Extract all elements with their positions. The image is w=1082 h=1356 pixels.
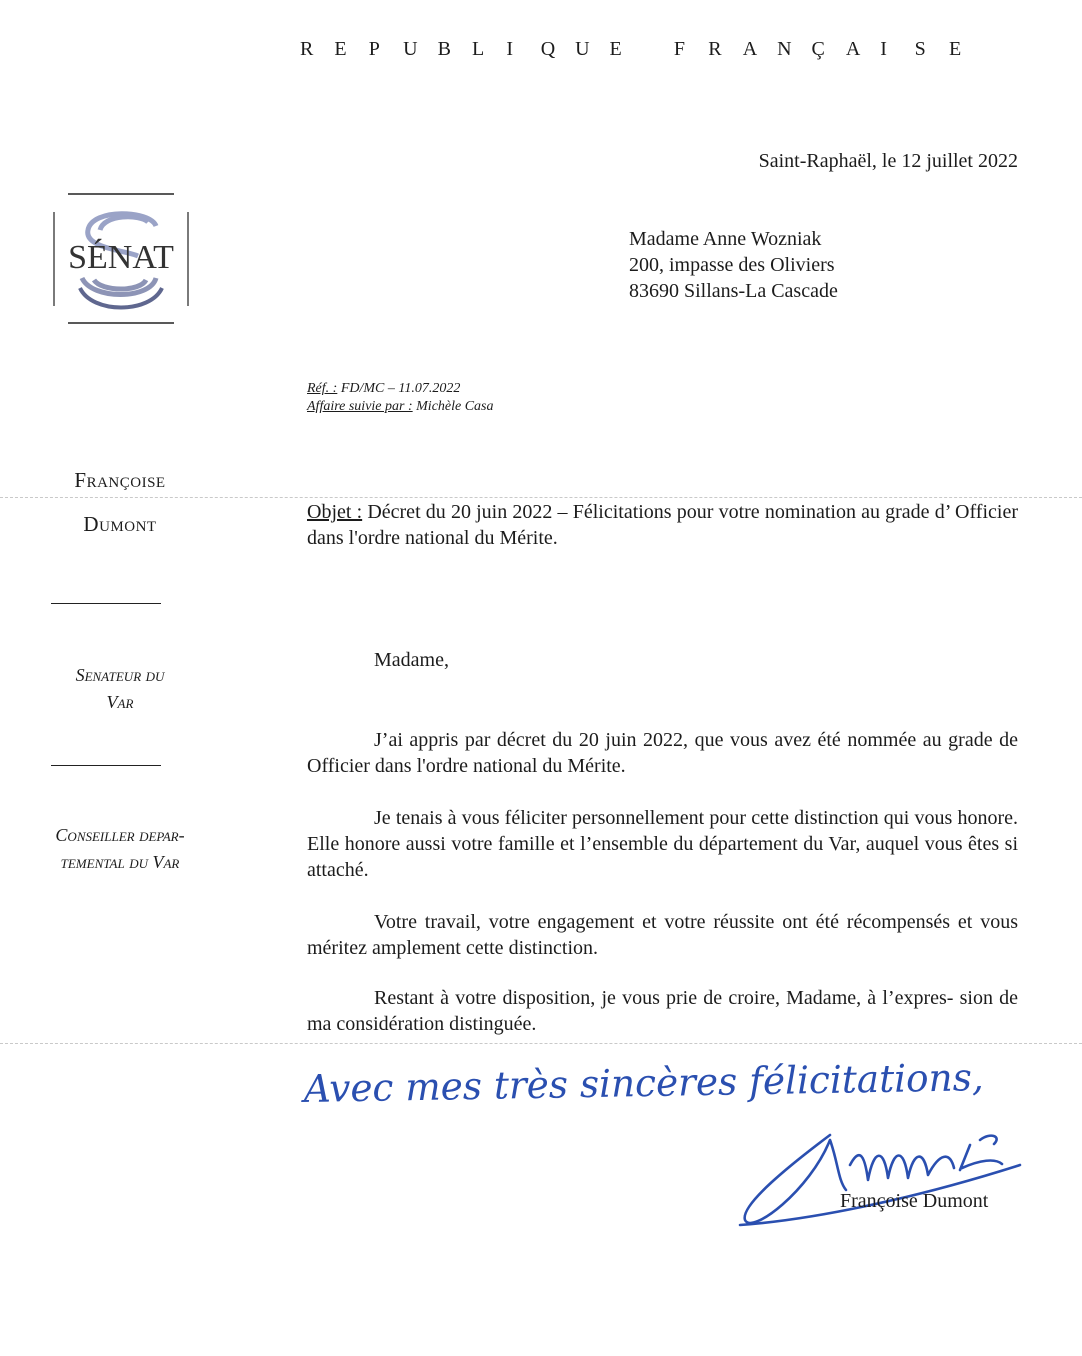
handwriting-drawing [290,1040,1050,1280]
left-divider [51,765,161,766]
senat-logo-text: SÉNAT [68,239,174,276]
senat-logo-icon [52,192,190,326]
ref-label: Réf. : [307,381,338,396]
republique-francaise-header: R E P U B L I Q U E F R A N Ç A I S E [300,38,962,60]
recipient-address [629,226,838,304]
reference-block [307,380,494,416]
paragraph: Restant à votre disposition, je vous prie de croire, Madame, à l’expres- sion de ma considération distinguée. [307,987,1018,1035]
ref-value: FD/MC – 11.07.2022 [340,381,461,396]
salutation: Madame, [374,649,449,671]
subject-label: Objet : [307,501,363,523]
recipient-name: Madame Anne Wozniak [629,228,822,250]
sender-first-name: Françoise [74,468,166,492]
recipient-city: 83690 Sillans-La Cascade [629,280,838,302]
sender-role: Conseiller depar- temental du Var [55,825,185,872]
handwritten-greeting: Avec mes très sincères félicitations, [303,1054,996,1111]
paragraph: Votre travail, votre engagement et votre réussite ont été récompensés et vous méritez amplement cette distinction. [307,911,1018,959]
recipient-street: 200, impasse des Oliviers [629,254,835,276]
senat-logo [52,192,190,326]
left-divider [51,603,161,604]
sender-last-name: Dumont [83,512,157,536]
paragraph: Je tenais à vous féliciter personnellement pour cette distinction qui vous honore. Elle honore aussi votre famille et l’ensemble du département du Var, auquel vous êtes si attaché. [307,807,1018,881]
fold-line [0,497,1082,498]
handwritten-note [290,1040,1050,1280]
subject [307,499,1018,551]
followed-label: Affaire suivie par : [307,399,413,414]
paragraph: J’ai appris par décret du 20 juin 2022, que vous avez été nommée au grade de Officier dans l'ordre national du Mérite. [307,729,1018,777]
sender-title: Senateur du Var [75,665,165,712]
followed-value: Michèle Casa [416,399,494,414]
signature-name: Françoise Dumont [840,1190,989,1212]
subject-text: Décret du 20 juin 2022 – Félicitations pour votre nomination au grade d’ Officier dans l'ordre national du Mérite. [307,501,1018,549]
place-date: Saint-Raphaël, le 12 juillet 2022 [758,150,1018,172]
